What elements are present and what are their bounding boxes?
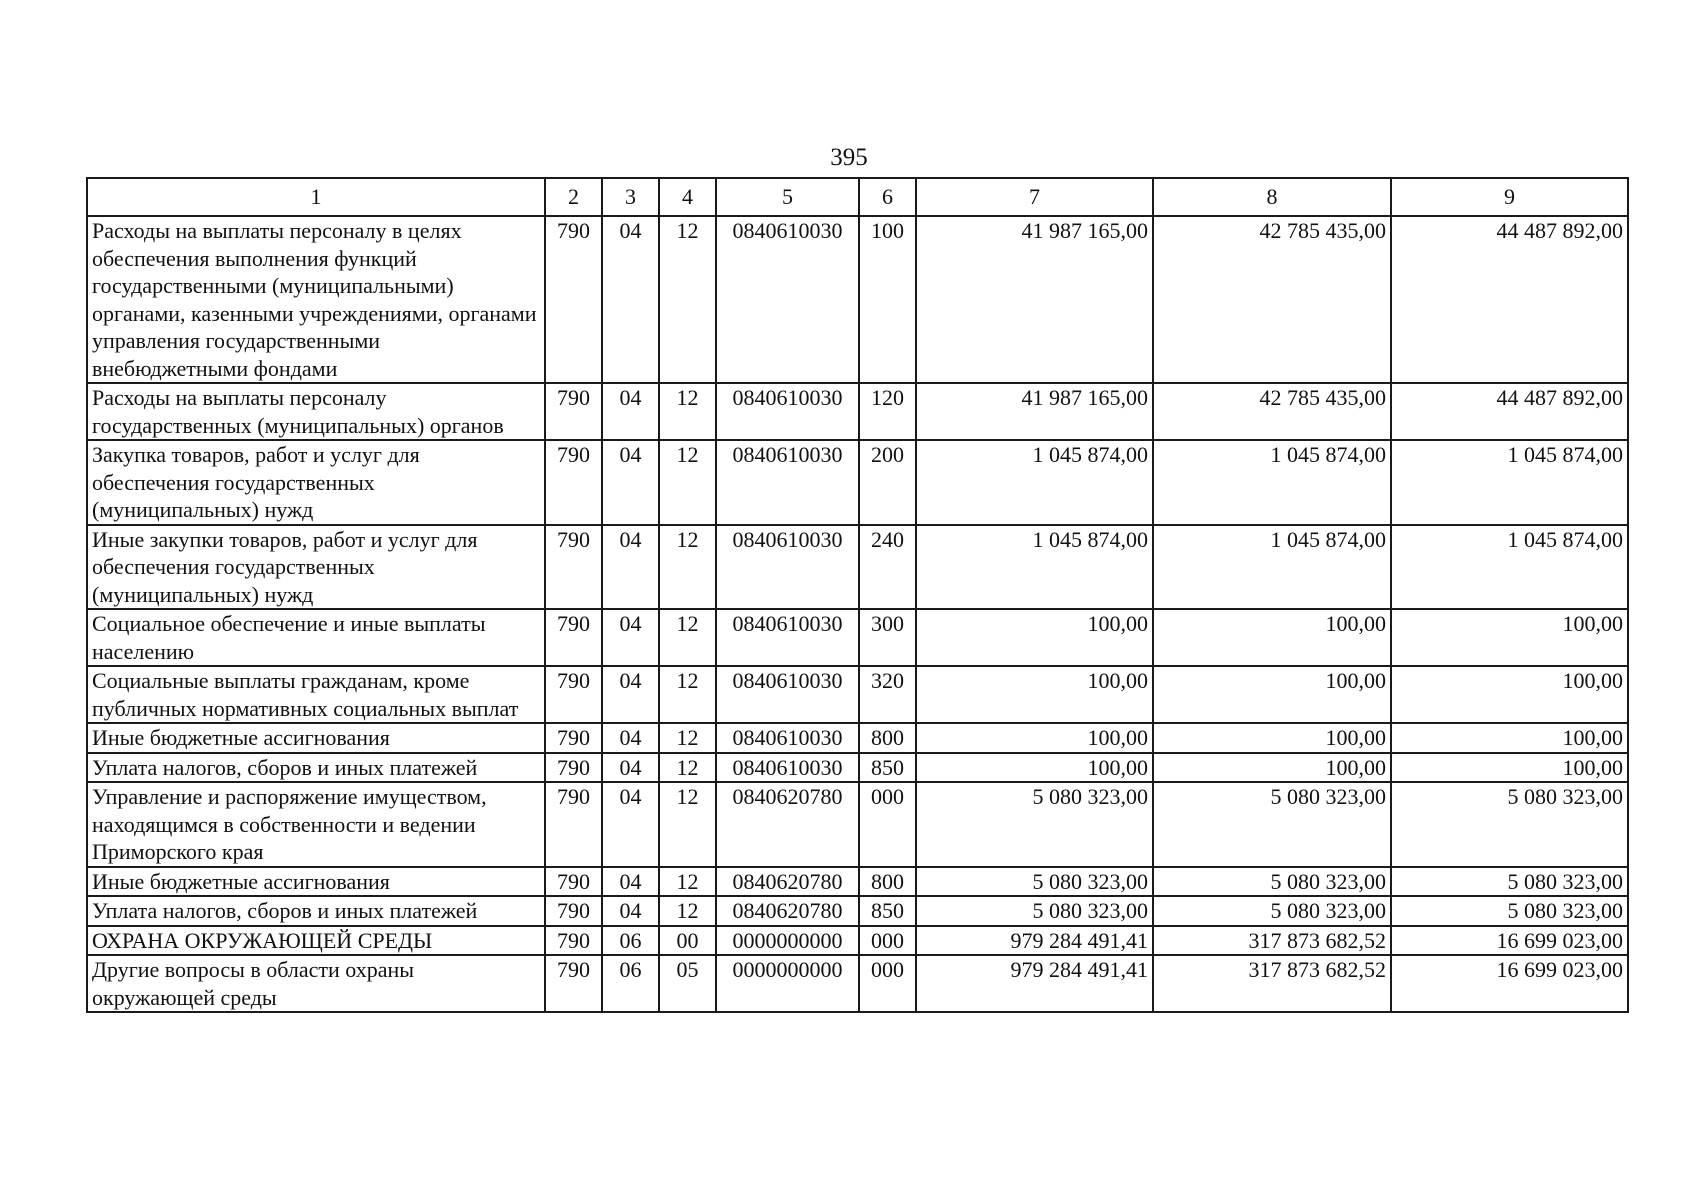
ministry-code: 790: [545, 440, 602, 525]
amount-col-7: 41 987 165,00: [916, 383, 1153, 440]
section-code: 04: [602, 216, 659, 383]
subsection-code: 12: [659, 753, 716, 783]
amount-col-9: 100,00: [1391, 723, 1628, 753]
table-body: [87, 216, 1628, 1012]
amount-col-7: 979 284 491,41: [916, 955, 1153, 1012]
page-number: 395: [830, 144, 868, 171]
expense-name: Закупка товаров, работ и услуг для обеспечения государственных (муниципальных) нужд: [87, 440, 545, 525]
amount-col-7: 41 987 165,00: [916, 216, 1153, 383]
target-article-code: 0840610030: [716, 753, 859, 783]
section-code: 04: [602, 666, 659, 723]
header-col-1: 1: [87, 178, 545, 216]
expense-type-code: 300: [859, 609, 916, 666]
table-row: [87, 525, 1628, 610]
subsection-code: 12: [659, 609, 716, 666]
ministry-code: 790: [545, 723, 602, 753]
amount-col-9: 5 080 323,00: [1391, 896, 1628, 926]
expense-name: Иные закупки товаров, работ и услуг для обеспечения государственных (муниципальных) нужд: [87, 525, 545, 610]
subsection-code: 00: [659, 926, 716, 956]
amount-col-7: 5 080 323,00: [916, 782, 1153, 867]
expense-type-code: 240: [859, 525, 916, 610]
amount-col-8: 5 080 323,00: [1153, 782, 1391, 867]
subsection-code: 12: [659, 723, 716, 753]
header-col-3: 3: [602, 178, 659, 216]
amount-col-9: 1 045 874,00: [1391, 525, 1628, 610]
expense-type-code: 320: [859, 666, 916, 723]
target-article-code: 0840610030: [716, 666, 859, 723]
table-row: [87, 440, 1628, 525]
expense-name: Иные бюджетные ассигнования: [87, 723, 545, 753]
expense-type-code: 000: [859, 926, 916, 956]
amount-col-9: 100,00: [1391, 609, 1628, 666]
subsection-code: 12: [659, 896, 716, 926]
target-article-code: 0840610030: [716, 723, 859, 753]
subsection-code: 12: [659, 440, 716, 525]
amount-col-8: 1 045 874,00: [1153, 525, 1391, 610]
expense-type-code: 800: [859, 723, 916, 753]
expense-type-code: 850: [859, 753, 916, 783]
header-col-8: 8: [1153, 178, 1391, 216]
table-row: [87, 609, 1628, 666]
amount-col-8: 1 045 874,00: [1153, 440, 1391, 525]
subsection-code: 12: [659, 782, 716, 867]
subsection-code: 12: [659, 525, 716, 610]
ministry-code: 790: [545, 383, 602, 440]
expense-name: Расходы на выплаты персоналу в целях обеспечения выполнения функций государственными (муниципальными) органами, казенными учреждениями, органами управления государственными внебюджетными фондами: [87, 216, 545, 383]
table-row: [87, 666, 1628, 723]
amount-col-8: 42 785 435,00: [1153, 383, 1391, 440]
expense-type-code: 100: [859, 216, 916, 383]
amount-col-9: 16 699 023,00: [1391, 955, 1628, 1012]
expense-name: Расходы на выплаты персоналу государственных (муниципальных) органов: [87, 383, 545, 440]
expense-name: Другие вопросы в области охраны окружающей среды: [87, 955, 545, 1012]
target-article-code: 0840620780: [716, 867, 859, 897]
header-col-6: 6: [859, 178, 916, 216]
table-row: [87, 867, 1628, 897]
amount-col-9: 5 080 323,00: [1391, 782, 1628, 867]
target-article-code: 0840620780: [716, 782, 859, 867]
table-row: [87, 723, 1628, 753]
subsection-code: 12: [659, 867, 716, 897]
amount-col-8: 5 080 323,00: [1153, 867, 1391, 897]
subsection-code: 05: [659, 955, 716, 1012]
amount-col-8: 5 080 323,00: [1153, 896, 1391, 926]
target-article-code: 0000000000: [716, 955, 859, 1012]
amount-col-9: 44 487 892,00: [1391, 216, 1628, 383]
amount-col-8: 42 785 435,00: [1153, 216, 1391, 383]
table-row: [87, 782, 1628, 867]
expense-name: Уплата налогов, сборов и иных платежей: [87, 753, 545, 783]
subsection-code: 12: [659, 216, 716, 383]
ministry-code: 790: [545, 609, 602, 666]
amount-col-9: 5 080 323,00: [1391, 867, 1628, 897]
amount-col-7: 100,00: [916, 666, 1153, 723]
ministry-code: 790: [545, 782, 602, 867]
section-code: 04: [602, 609, 659, 666]
amount-col-9: 100,00: [1391, 753, 1628, 783]
target-article-code: 0840610030: [716, 525, 859, 610]
amount-col-9: 16 699 023,00: [1391, 926, 1628, 956]
expense-type-code: 200: [859, 440, 916, 525]
expense-name: Управление и распоряжение имуществом, находящимся в собственности и ведении Приморского края: [87, 782, 545, 867]
section-code: 04: [602, 383, 659, 440]
target-article-code: 0840610030: [716, 216, 859, 383]
amount-col-8: 100,00: [1153, 609, 1391, 666]
amount-col-9: 100,00: [1391, 666, 1628, 723]
amount-col-8: 100,00: [1153, 666, 1391, 723]
section-code: 06: [602, 955, 659, 1012]
amount-col-8: 100,00: [1153, 753, 1391, 783]
target-article-code: 0840620780: [716, 896, 859, 926]
amount-col-8: 100,00: [1153, 723, 1391, 753]
expense-type-code: 120: [859, 383, 916, 440]
amount-col-7: 100,00: [916, 753, 1153, 783]
amount-col-9: 44 487 892,00: [1391, 383, 1628, 440]
header-col-5: 5: [716, 178, 859, 216]
ministry-code: 790: [545, 926, 602, 956]
amount-col-7: 100,00: [916, 609, 1153, 666]
section-code: 06: [602, 926, 659, 956]
ministry-code: 790: [545, 753, 602, 783]
header-col-4: 4: [659, 178, 716, 216]
amount-col-7: 100,00: [916, 723, 1153, 753]
table-row: [87, 753, 1628, 783]
table-row: [87, 955, 1628, 1012]
section-code: 04: [602, 753, 659, 783]
target-article-code: 0000000000: [716, 926, 859, 956]
expense-name: Социальное обеспечение и иные выплаты населению: [87, 609, 545, 666]
amount-col-7: 1 045 874,00: [916, 525, 1153, 610]
table-row: [87, 896, 1628, 926]
header-row: [87, 178, 1628, 216]
ministry-code: 790: [545, 216, 602, 383]
expense-type-code: 000: [859, 955, 916, 1012]
section-code: 04: [602, 867, 659, 897]
table-row: [87, 383, 1628, 440]
amount-col-9: 1 045 874,00: [1391, 440, 1628, 525]
amount-col-7: 5 080 323,00: [916, 896, 1153, 926]
budget-table: [86, 177, 1629, 1013]
ministry-code: 790: [545, 666, 602, 723]
amount-col-7: 979 284 491,41: [916, 926, 1153, 956]
section-code: 04: [602, 896, 659, 926]
ministry-code: 790: [545, 896, 602, 926]
expense-name: Социальные выплаты гражданам, кроме публичных нормативных социальных выплат: [87, 666, 545, 723]
table-row: [87, 926, 1628, 956]
amount-col-8: 317 873 682,52: [1153, 955, 1391, 1012]
target-article-code: 0840610030: [716, 440, 859, 525]
amount-col-8: 317 873 682,52: [1153, 926, 1391, 956]
header-col-9: 9: [1391, 178, 1628, 216]
expense-name: Уплата налогов, сборов и иных платежей: [87, 896, 545, 926]
amount-col-7: 5 080 323,00: [916, 867, 1153, 897]
expense-type-code: 850: [859, 896, 916, 926]
ministry-code: 790: [545, 525, 602, 610]
expense-name: ОХРАНА ОКРУЖАЮЩЕЙ СРЕДЫ: [87, 926, 545, 956]
header-col-2: 2: [545, 178, 602, 216]
expense-type-code: 800: [859, 867, 916, 897]
section-code: 04: [602, 782, 659, 867]
ministry-code: 790: [545, 955, 602, 1012]
header-col-7: 7: [916, 178, 1153, 216]
target-article-code: 0840610030: [716, 383, 859, 440]
section-code: 04: [602, 723, 659, 753]
expense-type-code: 000: [859, 782, 916, 867]
amount-col-7: 1 045 874,00: [916, 440, 1153, 525]
subsection-code: 12: [659, 666, 716, 723]
ministry-code: 790: [545, 867, 602, 897]
target-article-code: 0840610030: [716, 609, 859, 666]
section-code: 04: [602, 440, 659, 525]
section-code: 04: [602, 525, 659, 610]
subsection-code: 12: [659, 383, 716, 440]
expense-name: Иные бюджетные ассигнования: [87, 867, 545, 897]
table-row: [87, 216, 1628, 383]
